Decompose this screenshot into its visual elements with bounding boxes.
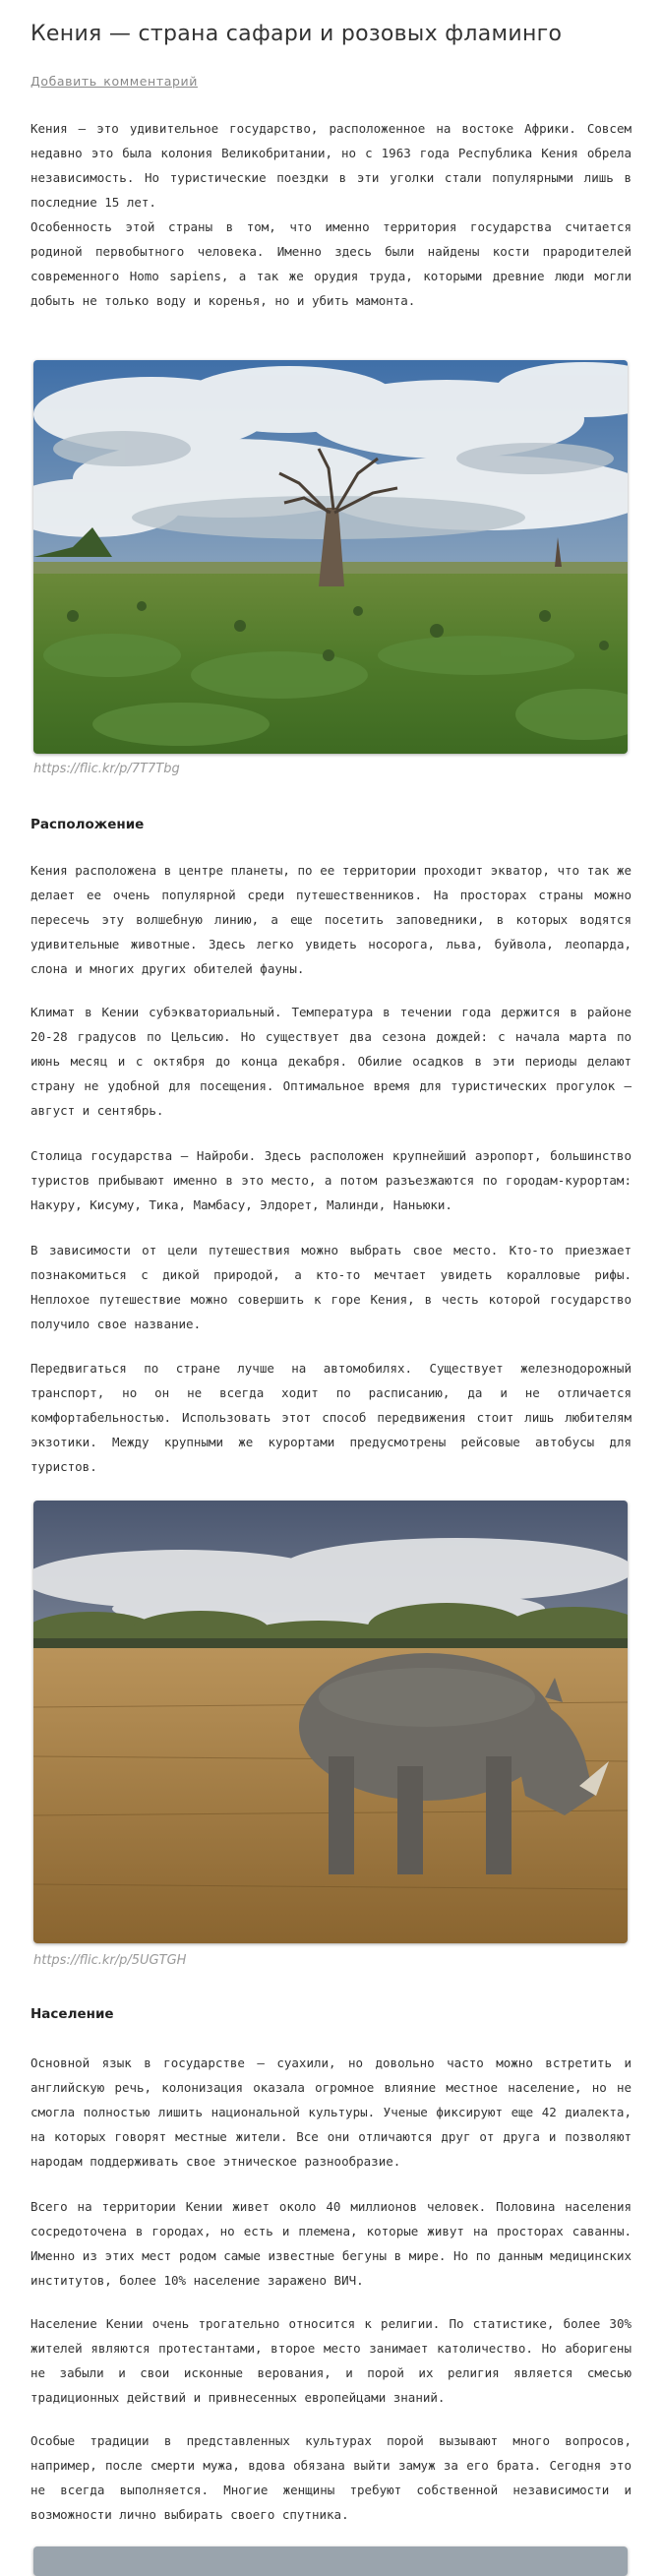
rhino-photo bbox=[33, 1501, 628, 1943]
intro-paragraph-2: Особенность этой страны в том, что именно территория государства считается родиной первобытного человека. Именно здесь были найдены кости прародителей современного Homo sapiens, а так же орудия труда, которыми древние люди могли добыть не только воду и коренья, но и убить мамонта. bbox=[30, 219, 632, 308]
population-heading: Население bbox=[30, 2006, 114, 2022]
baobab-photo bbox=[33, 360, 628, 754]
population-paragraph-3: Население Кении очень трогательно относится к религии. По статистике, более 30% жителей являются протестантами, второе место занимает католичество. Но аборигены не забыли и свои исконные верования, и порой их религия является смесью традиционных действий и привнесенных европейцами знаний. bbox=[30, 2316, 632, 2405]
intro-paragraph-1: Кения — это удивительное государство, расположенное на востоке Африки. Совсем недавно это была колония Великобритании, но с 1963 года Республика Кения обрела независимость. Но туристические поездки в эти уголки стали популярными лишь в последние 15 лет. bbox=[30, 121, 632, 210]
add-comment-link[interactable]: Добавить комментарий bbox=[30, 74, 198, 89]
location-paragraph-1: Кения расположена в центре планеты, по ее территории проходит экватор, что так же делает ее очень популярной среди путешественников. На просторах страны можно пересечь эту волшебную линию, а еще посетить заповедники, в которых водятся удивительные животные. Здесь легко увидеть носорога, льва, буйвола, леопарда, слона и многих других обителей фауны. bbox=[30, 863, 632, 976]
location-paragraph-5: Передвигаться по стране лучше на автомобилях. Существует железнодорожный транспорт, но он не всегда ходит по расписанию, да и не отличается комфортабельностью. Использовать этот способ передвижения стоит лишь любителям экзотики. Между крупными же курортами предусмотрены рейсовые автобусы для туристов. bbox=[30, 1361, 632, 1474]
location-heading: Расположение bbox=[30, 817, 145, 832]
photo2-caption: https://flic.kr/p/5UGTGH bbox=[33, 1953, 187, 1968]
population-paragraph-4: Особые традиции в представленных культурах порой вызывают много вопросов, например, после смерти мужа, вдова обязана выйти замуж за его брата. Сегодня это не всегда выполняется. Многие женщины требуют собственной независимости и возможности лично выбирать своего спутника. bbox=[30, 2433, 632, 2522]
photo1-caption: https://flic.kr/p/7T7Tbg bbox=[33, 762, 180, 776]
location-paragraph-2: Климат в Кении субэкваториальный. Температура в течении года держится в районе 20-28 градусов по Цельсию. Но существует два сезона дождей: с начала марта по июнь месяц и с октября до конца декабря. Обилие осадков в эти периоды делают страну не удобной для посещения. Оптимальное время для туристических прогулок — август и сентябрь. bbox=[30, 1005, 632, 1118]
population-paragraph-2: Всего на территории Кении живет около 40 миллионов человек. Половина населения сосредоточена в городах, но есть и племена, которые живут на просторах саванны. Именно из этих мест родом самые известные бегуны в мире. Но по данным медицинских институтов, более 10% население заражено ВИЧ. bbox=[30, 2199, 632, 2288]
location-paragraph-3: Столица государства — Найроби. Здесь расположен крупнейший аэропорт, большинство туристов прибывают именно в это место, а потом разъезжаются по городам-курортам: Накуру, Кисуму, Тика, Мамбасу, Элдорет, Малинди, Наньюки. bbox=[30, 1148, 632, 1212]
location-paragraph-4: В зависимости от цели путешествия можно выбрать свое место. Кто-то приезжает познакомиться с дикой природой, а кто-то мечтает увидеть коралловые рифы. Неплохое путешествие можно совершить к горе Кения, в честь которой государство получило свое название. bbox=[30, 1243, 632, 1331]
article-title: Кения — страна сафари и розовых фламинго bbox=[30, 22, 563, 46]
population-paragraph-1: Основной язык в государстве — суахили, но довольно часто можно встретить и английскую речь, колонизация оказала огромное влияние местное население, но не смогла полностью лишить национальной культуры. Ученые фиксируют еще 42 диалекта, на которых говорят местные жители. Все они отличаются друг от друга и позволяют народам поддерживать свое этническое разнообразие. bbox=[30, 2055, 632, 2169]
next-photo-edge bbox=[33, 2546, 628, 2576]
